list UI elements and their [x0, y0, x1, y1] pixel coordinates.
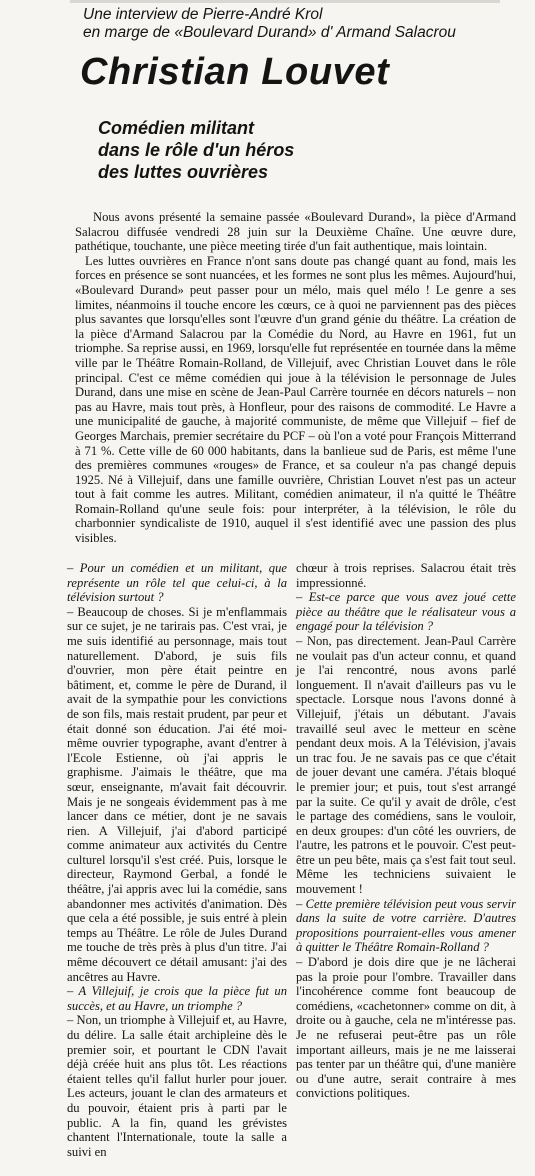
interview-column-right	[296, 561, 516, 1101]
interview-column-left	[67, 561, 287, 1159]
interview-paragraph: – Est-ce parce que vous avez joué cette pièce au théâtre que le réalisateur vous a engagé pour la télévision ?	[296, 590, 516, 634]
kicker-line-1: Une interview de Pierre-André Krol	[83, 6, 323, 23]
intro-paragraph: Les luttes ouvrières en France n'ont sans doute pas changé quant au fond, mais les forces en présence se sont nuancées, et les formes ne sont plus les mêmes. Aujourd'hui, «Boulevard Durand» peut passer pour un mélo, mais quel mélo ! Le genre a ses limites, néanmoins il touche encore les cœurs, ce à quoi ne parviennent pas des pièces plus savantes que lorsqu'elles sont l'œuvre d'un grand génie du théâtre. La création de la pièce d'Armand Salacrou par la Comédie du Nord, au Havre en 1961, fut un triomphe. Sa reprise aussi, en 1969, lorsqu'elle fut représentée en tournée dans la même ville par le Théâtre Romain-Rolland, de Villejuif, avec Christian Louvet dans le rôle principal. C'est ce même comédien qui joue à la télévision le personnage de Jules Durand, dans une mise en scène de Jean-Paul Carrère tournée en décors naturels – non pas au Havre, mais tout près, à Honfleur, pour des raisons de commodité. Le Havre a une municipalité de gauche, à majorité communiste, de même que Villejuif – fief de Georges Marchais, premier secrétaire du PCF – où l'on a voté pour François Mitterrand à 71 %. Cette ville de 60 000 habitants, dans la banlieue sud de Paris, est même l'une des premières communes «rouges» de France, et sa couleur n'a pas changé depuis 1925. Né à Villejuif, dans une famille ouvrière, Christian Louvet n'est pas un acteur tout à fait comme les autres. Militant, comédien animateur, il n'a quitté le Théâtre Romain-Rolland qu'une seule fois: pour interpréter, à la télévision, le rôle du charbonnier syndicaliste de 1910, auquel il s'est identifié avec une passion des plus visibles.	[75, 253, 516, 546]
article-intro	[75, 210, 516, 546]
subhead-line-3: des luttes ouvrières	[98, 162, 269, 182]
interview-paragraph: – D'abord je dois dire que je ne lâcherai pas la proie pour l'ombre. Travailler dans l'incohérence comme font beaucoup de comédiens, «cachetonner» comme on dit, à droite ou à gauche, cela ne m'intéresse pas. Je ne refuserai peut-être pas un rôle important ailleurs, mais je ne me laisserai pas tenter par un théâtre qui, d'une manière ou d'une autre, serait contraire à mes convictions politiques.	[296, 955, 516, 1101]
intro-paragraph: Nous avons présenté la semaine passée «Boulevard Durand», la pièce d'Armand Salacrou diffusée vendredi 28 juin sur la Deuxième Chaîne. Une œuvre dure, pathétique, touchante, une pièce meeting tirée d'un fait authentique, mais lointain.	[75, 210, 516, 254]
article-subhead	[98, 117, 518, 183]
interview-paragraph: – Cette première télévision peut vous servir dans la suite de votre carrière. D'autres propositions pourraient-elles vous amener à quitter le Théâtre Romain-Rolland ?	[296, 896, 516, 955]
interview-paragraph: – Non, pas directement. Jean-Paul Carrère ne voulait pas d'un acteur connu, et quand je l'ai rencontré, nous avons parlé longuement. Il n'avait d'ailleurs pas vu le spectacle. Lorsque nous l'avons donné à Villejuif, j'étais un débutant. J'avais travaillé seul avec le metteur en scène pendant deux mois. A la Télévision, j'avais un trac fou. Je ne savais pas ce que c'était de jouer devant une caméra. J'étais bloqué le premier jour; et puis, tout s'est arrangé par la suite. Ce qu'il y avait de drôle, c'est le partage des comédiens, sans le vouloir, en deux groupes: d'un côté les ouvriers, de l'autre, les patrons et le pouvoir. C'est peut-être un peu bête, mais ça s'est fait tout seul. Même les techniciens suivaient le mouvement !	[296, 633, 516, 897]
interview-paragraph: – Pour un comédien et un militant, que représente un rôle tel que celui-ci, à la télévision surtout ?	[67, 561, 287, 605]
interview-paragraph: chœur à trois reprises. Salacrou était très impressionné.	[296, 561, 516, 590]
article-headline: Christian Louvet	[80, 51, 390, 93]
kicker-line-2: en marge de «Boulevard Durand» d' Armand Salacrou	[83, 24, 456, 41]
subhead-line-2: dans le rôle d'un héros	[98, 140, 295, 160]
article-kicker	[83, 6, 523, 42]
top-rule	[70, 0, 500, 3]
subhead-line-1: Comédien militant	[98, 118, 255, 138]
interview-paragraph: – A Villejuif, je crois que la pièce fut un succès, et au Havre, un triomphe ?	[67, 984, 287, 1013]
interview-paragraph: – Non, un triomphe à Villejuif et, au Havre, du délire. La salle était archipleine dès le premier soir, et pourtant le CDN l'avait déjà créée huit ans plus tôt. Les réactions étaient telles qu'il fallut hurler pour jouer. Les acteurs, jouant le clan des armateurs et du pouvoir, étaient pris à parti par le public. A la fin, quand les grévistes chantent l'Internationale, toute la salle a suivi en	[67, 1013, 287, 1159]
interview-paragraph: – Beaucoup de choses. Si je m'enflammais sur ce sujet, je ne tarirais pas. C'est vrai, je me suis identifié au personnage, mais tout naturellement. D'abord, je suis fils d'ouvrier, mon père était peintre en bâtiment, et, comme le père de Durand, il avait de la sympathie pour les convictions de son fils, mais restait prudent, par peur et était donné son éducation. J'ai été moi-même ouvrier typographe, avant d'entrer à l'Ecole Estienne, où j'ai appris le graphisme. J'aimais le théâtre, que ma sœur, enseignante, m'avait fait découvrir. Mais je ne songeais évidemment pas à me lancer dans ce métier, dont je ne savais rien. A Villejuif, j'ai d'abord participé comme animateur aux activités du Centre culturel lorsqu'il s'est créé. Puis, lorsque le directeur, Raymond Gerbal, a fondé le théâtre, j'ai appris avec lui la comédie, sans abandonner mes activités d'animation. Dès que cela a été possible, je suis entré à plein temps au Théâtre. Le rôle de Jules Durand me touche de très près à plus d'un titre. J'ai même découvert ce détail amusant: j'ai des ancêtres au Havre.	[67, 604, 287, 984]
